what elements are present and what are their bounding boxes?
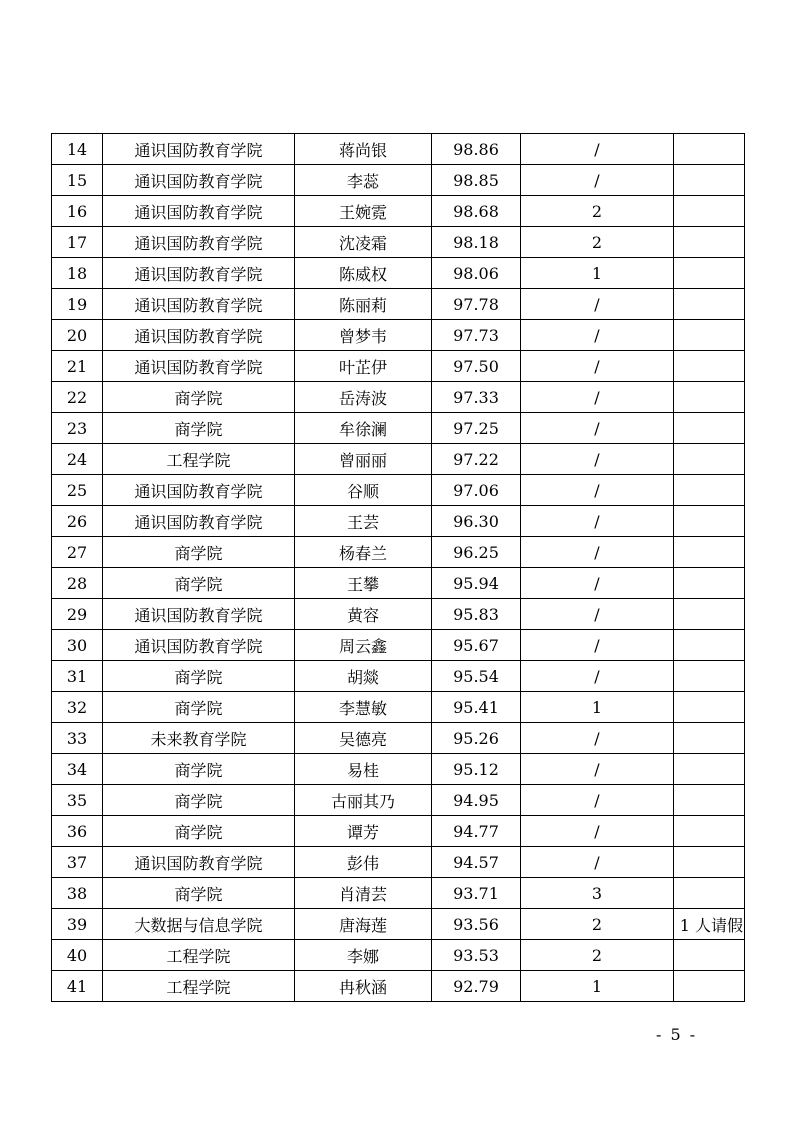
cell-name: 杨春兰 <box>295 537 432 568</box>
table-row <box>52 196 745 227</box>
cell-college: 商学院 <box>103 413 295 444</box>
table-row <box>52 940 745 971</box>
cell-number: 18 <box>52 258 103 289</box>
cell-score: 98.06 <box>432 258 521 289</box>
table-row <box>52 134 745 165</box>
cell-number: 37 <box>52 847 103 878</box>
cell-count: / <box>521 568 674 599</box>
cell-note <box>674 506 745 537</box>
cell-note <box>674 289 745 320</box>
cell-college: 商学院 <box>103 568 295 599</box>
cell-college: 通识国防教育学院 <box>103 320 295 351</box>
cell-name: 李蕊 <box>295 165 432 196</box>
cell-count: / <box>521 599 674 630</box>
cell-count: / <box>521 320 674 351</box>
cell-college: 通识国防教育学院 <box>103 599 295 630</box>
cell-count: / <box>521 289 674 320</box>
cell-note <box>674 382 745 413</box>
table-row <box>52 258 745 289</box>
cell-college: 商学院 <box>103 692 295 723</box>
cell-note <box>674 413 745 444</box>
cell-number: 29 <box>52 599 103 630</box>
cell-number: 27 <box>52 537 103 568</box>
cell-college: 通识国防教育学院 <box>103 227 295 258</box>
cell-number: 28 <box>52 568 103 599</box>
cell-name: 易桂 <box>295 754 432 785</box>
cell-number: 33 <box>52 723 103 754</box>
cell-name: 彭伟 <box>295 847 432 878</box>
cell-name: 曾丽丽 <box>295 444 432 475</box>
cell-name: 谭芳 <box>295 816 432 847</box>
cell-college: 通识国防教育学院 <box>103 630 295 661</box>
cell-note <box>674 537 745 568</box>
cell-count: 1 <box>521 258 674 289</box>
cell-count: / <box>521 134 674 165</box>
cell-count: / <box>521 444 674 475</box>
cell-score: 95.83 <box>432 599 521 630</box>
cell-name: 吴德亮 <box>295 723 432 754</box>
table-row <box>52 227 745 258</box>
cell-college: 工程学院 <box>103 940 295 971</box>
cell-count: / <box>521 754 674 785</box>
table-row <box>52 692 745 723</box>
ranking-table <box>51 133 745 1002</box>
cell-name: 胡燚 <box>295 661 432 692</box>
cell-college: 工程学院 <box>103 444 295 475</box>
cell-note <box>674 816 745 847</box>
cell-score: 93.53 <box>432 940 521 971</box>
table-row <box>52 754 745 785</box>
cell-count: 2 <box>521 940 674 971</box>
cell-number: 23 <box>52 413 103 444</box>
cell-note <box>674 320 745 351</box>
table-row <box>52 599 745 630</box>
cell-note <box>674 785 745 816</box>
cell-number: 30 <box>52 630 103 661</box>
cell-name: 周云鑫 <box>295 630 432 661</box>
cell-score: 97.22 <box>432 444 521 475</box>
cell-score: 98.86 <box>432 134 521 165</box>
table-row <box>52 909 745 940</box>
cell-score: 95.12 <box>432 754 521 785</box>
cell-note <box>674 878 745 909</box>
cell-note <box>674 351 745 382</box>
cell-college: 通识国防教育学院 <box>103 351 295 382</box>
cell-score: 97.06 <box>432 475 521 506</box>
cell-name: 曾梦韦 <box>295 320 432 351</box>
cell-college: 通识国防教育学院 <box>103 847 295 878</box>
cell-name: 冉秋涵 <box>295 971 432 1002</box>
cell-college: 未来教育学院 <box>103 723 295 754</box>
cell-score: 98.68 <box>432 196 521 227</box>
cell-number: 14 <box>52 134 103 165</box>
cell-number: 35 <box>52 785 103 816</box>
cell-name: 唐海莲 <box>295 909 432 940</box>
table-row <box>52 568 745 599</box>
cell-count: / <box>521 723 674 754</box>
cell-count: 2 <box>521 227 674 258</box>
table-row <box>52 506 745 537</box>
cell-count: / <box>521 351 674 382</box>
cell-score: 95.67 <box>432 630 521 661</box>
table-row <box>52 878 745 909</box>
cell-number: 38 <box>52 878 103 909</box>
cell-note: 1 人请假 <box>674 909 745 940</box>
cell-name: 谷顺 <box>295 475 432 506</box>
table-row <box>52 723 745 754</box>
table-row <box>52 847 745 878</box>
cell-score: 94.95 <box>432 785 521 816</box>
cell-count: 1 <box>521 971 674 1002</box>
cell-college: 通识国防教育学院 <box>103 475 295 506</box>
cell-note <box>674 227 745 258</box>
cell-number: 36 <box>52 816 103 847</box>
cell-score: 94.57 <box>432 847 521 878</box>
cell-note <box>674 165 745 196</box>
table-row <box>52 382 745 413</box>
cell-number: 26 <box>52 506 103 537</box>
cell-name: 蒋尚银 <box>295 134 432 165</box>
cell-name: 肖清芸 <box>295 878 432 909</box>
cell-name: 李慧敏 <box>295 692 432 723</box>
table-row <box>52 785 745 816</box>
cell-number: 24 <box>52 444 103 475</box>
cell-number: 20 <box>52 320 103 351</box>
cell-count: / <box>521 816 674 847</box>
cell-college: 商学院 <box>103 816 295 847</box>
cell-score: 97.73 <box>432 320 521 351</box>
cell-number: 32 <box>52 692 103 723</box>
cell-name: 牟徐澜 <box>295 413 432 444</box>
cell-college: 通识国防教育学院 <box>103 506 295 537</box>
cell-name: 王婉霓 <box>295 196 432 227</box>
cell-score: 94.77 <box>432 816 521 847</box>
cell-number: 22 <box>52 382 103 413</box>
cell-name: 王芸 <box>295 506 432 537</box>
cell-score: 97.25 <box>432 413 521 444</box>
cell-number: 34 <box>52 754 103 785</box>
cell-college: 大数据与信息学院 <box>103 909 295 940</box>
cell-name: 黄容 <box>295 599 432 630</box>
cell-number: 16 <box>52 196 103 227</box>
cell-count: 1 <box>521 692 674 723</box>
cell-score: 92.79 <box>432 971 521 1002</box>
cell-number: 19 <box>52 289 103 320</box>
cell-college: 商学院 <box>103 661 295 692</box>
cell-score: 95.26 <box>432 723 521 754</box>
cell-score: 97.50 <box>432 351 521 382</box>
table-body <box>52 134 745 1002</box>
cell-score: 96.30 <box>432 506 521 537</box>
table-row <box>52 630 745 661</box>
cell-note <box>674 258 745 289</box>
cell-score: 95.41 <box>432 692 521 723</box>
cell-score: 95.54 <box>432 661 521 692</box>
cell-name: 沈凌霜 <box>295 227 432 258</box>
page-number: - 5 - <box>656 1025 698 1044</box>
cell-score: 93.56 <box>432 909 521 940</box>
cell-score: 93.71 <box>432 878 521 909</box>
cell-name: 李娜 <box>295 940 432 971</box>
cell-count: 2 <box>521 909 674 940</box>
cell-college: 商学院 <box>103 785 295 816</box>
cell-note <box>674 568 745 599</box>
cell-note <box>674 599 745 630</box>
cell-college: 商学院 <box>103 754 295 785</box>
cell-score: 97.33 <box>432 382 521 413</box>
table-row <box>52 661 745 692</box>
cell-number: 25 <box>52 475 103 506</box>
table-row <box>52 537 745 568</box>
cell-number: 41 <box>52 971 103 1002</box>
cell-name: 陈威权 <box>295 258 432 289</box>
cell-score: 98.85 <box>432 165 521 196</box>
cell-college: 通识国防教育学院 <box>103 134 295 165</box>
cell-count: / <box>521 661 674 692</box>
table-row <box>52 413 745 444</box>
cell-college: 商学院 <box>103 878 295 909</box>
table-row <box>52 444 745 475</box>
table-row <box>52 165 745 196</box>
cell-note <box>674 723 745 754</box>
cell-score: 95.94 <box>432 568 521 599</box>
cell-score: 98.18 <box>432 227 521 258</box>
cell-note <box>674 971 745 1002</box>
cell-count: 3 <box>521 878 674 909</box>
cell-count: / <box>521 785 674 816</box>
cell-count: / <box>521 475 674 506</box>
cell-college: 商学院 <box>103 382 295 413</box>
cell-name: 陈丽莉 <box>295 289 432 320</box>
cell-college: 工程学院 <box>103 971 295 1002</box>
cell-note <box>674 692 745 723</box>
cell-number: 39 <box>52 909 103 940</box>
cell-count: / <box>521 847 674 878</box>
cell-college: 商学院 <box>103 537 295 568</box>
table-row <box>52 475 745 506</box>
table-row <box>52 816 745 847</box>
cell-number: 17 <box>52 227 103 258</box>
cell-count: / <box>521 382 674 413</box>
cell-count: / <box>521 537 674 568</box>
cell-name: 岳涛波 <box>295 382 432 413</box>
cell-number: 15 <box>52 165 103 196</box>
cell-college: 通识国防教育学院 <box>103 196 295 227</box>
cell-number: 21 <box>52 351 103 382</box>
cell-name: 叶芷伊 <box>295 351 432 382</box>
cell-score: 97.78 <box>432 289 521 320</box>
cell-score: 96.25 <box>432 537 521 568</box>
cell-note <box>674 475 745 506</box>
cell-count: / <box>521 506 674 537</box>
table-row <box>52 971 745 1002</box>
cell-note <box>674 630 745 661</box>
cell-note <box>674 754 745 785</box>
cell-count: 2 <box>521 196 674 227</box>
cell-note <box>674 847 745 878</box>
cell-note <box>674 196 745 227</box>
cell-number: 40 <box>52 940 103 971</box>
cell-college: 通识国防教育学院 <box>103 165 295 196</box>
cell-number: 31 <box>52 661 103 692</box>
table-row <box>52 320 745 351</box>
cell-count: / <box>521 165 674 196</box>
cell-count: / <box>521 630 674 661</box>
cell-count: / <box>521 413 674 444</box>
cell-note <box>674 444 745 475</box>
cell-note <box>674 940 745 971</box>
table-row <box>52 289 745 320</box>
cell-college: 通识国防教育学院 <box>103 289 295 320</box>
cell-name: 王攀 <box>295 568 432 599</box>
cell-college: 通识国防教育学院 <box>103 258 295 289</box>
cell-name: 古丽其乃 <box>295 785 432 816</box>
cell-note <box>674 661 745 692</box>
table-row <box>52 351 745 382</box>
cell-note <box>674 134 745 165</box>
